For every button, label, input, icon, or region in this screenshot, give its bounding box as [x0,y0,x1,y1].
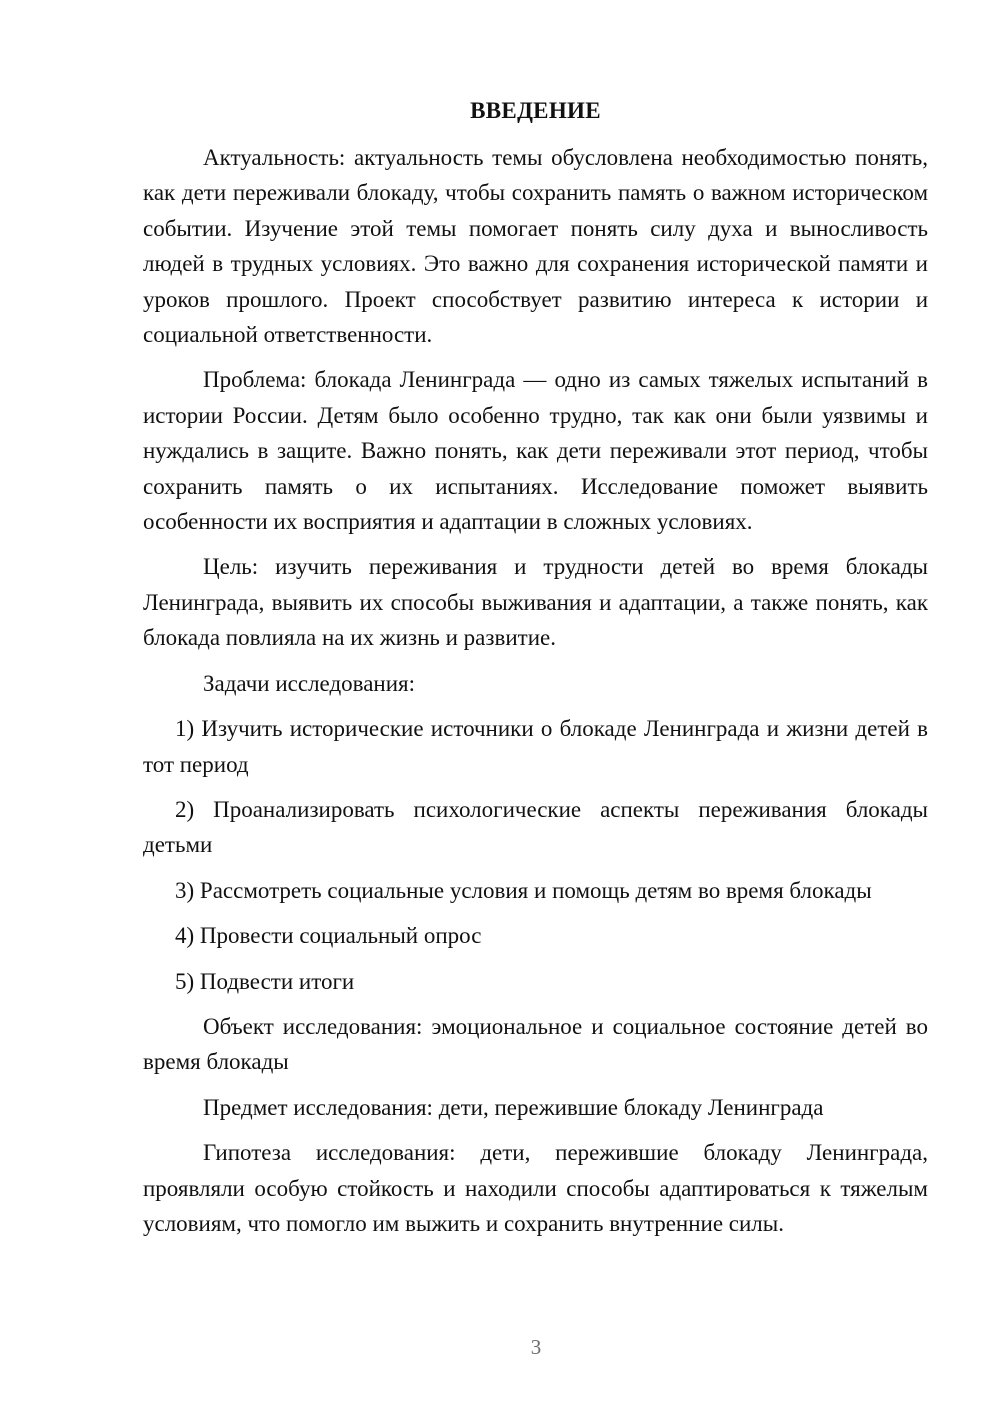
task-item: 5) Подвести итоги [175,968,355,994]
document-page [143,96,928,1251]
section-title: ВВЕДЕНИЕ [470,98,601,123]
task-item: 2) Проанализировать психологические аспекты переживания блокады детьми [143,796,928,858]
task-item: 1) Изучить исторические источники о блокаде Ленинграда и жизни детей в тот период [143,716,928,777]
hypothesis-paragraph: Гипотеза исследования: дети, пережившие блокаду Ленинграда, проявляли особую стойкость и находили способы адаптироваться к тяжелым условиям, что помогло им выжить и сохранить внутренние силы. [143,1140,928,1236]
relevance-paragraph: Актуальность: актуальность темы обусловлена необходимостью понять, как дети переживали блокаду, чтобы сохранить память о важном историческом событии. Изучение этой темы помогает понять силу духа и выносливость людей в трудных условиях. Это важно для сохранения исторической памяти и уроков прошлого. Проект способствует развитию интереса к истории и социальной ответственности. [143,145,928,348]
task-item: 3) Рассмотреть социальные условия и помощь детям во время блокады [175,877,872,903]
tasks-heading: Задачи исследования: [203,670,416,696]
object-paragraph: Объект исследования: эмоциональное и социальное состояние детей во время блокады [143,1013,928,1075]
goal-paragraph: Цель: изучить переживания и трудности детей во время блокады Ленинграда, выявить их способы выживания и адаптации, а также понять, как блокада повлияла на их жизнь и развитие. [143,554,928,651]
subject-paragraph: Предмет исследования: дети, пережившие блокаду Ленинграда [203,1094,824,1120]
task-item: 4) Провести социальный опрос [175,923,482,949]
problem-paragraph: Проблема: блокада Ленинграда — одно из самых тяжелых испытаний в истории России. Детям было особенно трудно, так как они были уязвимы и нуждались в защите. Важно понять, как дети переживали этот период, чтобы сохранить память о их испытаниях. Исследование поможет выявить особенности их восприятия и адаптации в сложных условиях. [143,367,928,535]
page-number: 3 [530,1335,542,1359]
